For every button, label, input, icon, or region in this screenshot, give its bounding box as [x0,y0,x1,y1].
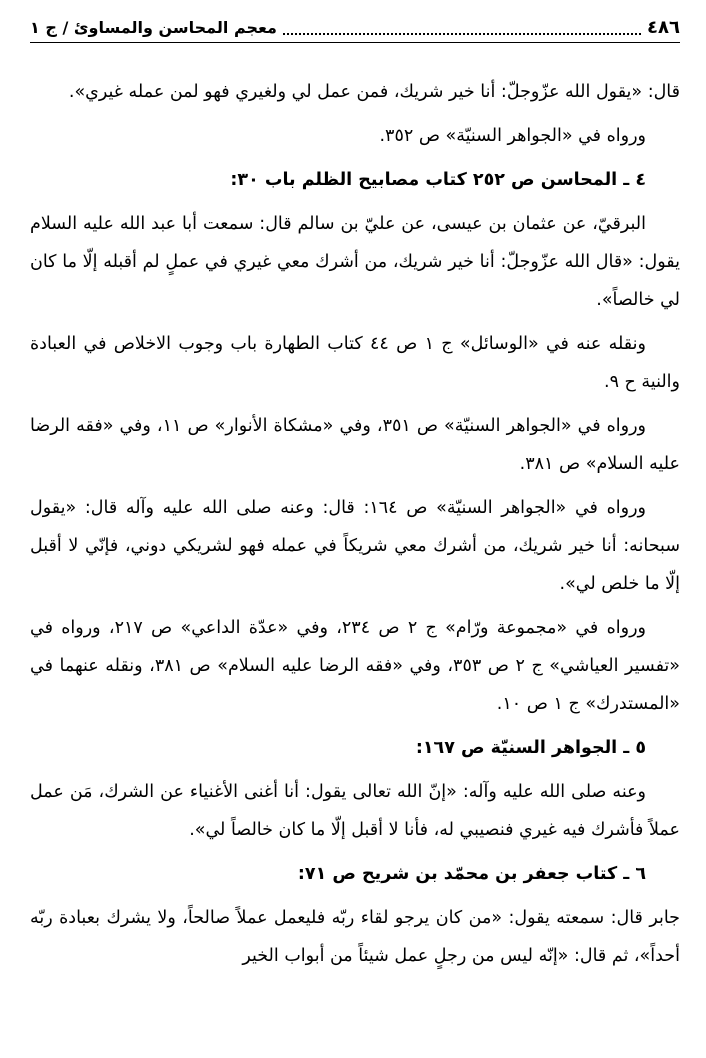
document-page [30,14,680,1044]
paragraph: قال: «يقول الله عزّوجلّ: أنا خير شريك، فمن عمل لي ولغيري فهو لمن عمله غيري». [68,82,680,102]
header-dot-leader [283,33,641,35]
paragraph: ورواه في «الجواهر السنيّة» ص ١٦٤: قال: وعنه صلى الله عليه وآله قال: «يقول سبحانه: أنا خير شريك، من أشرك معي شريكاً في عمله فهو لشريكي دوني، فإنّي لا أقبل إلّا ما خلص لي». [30,498,680,594]
paragraph: ورواه في «مجموعة ورّام» ج ٢ ص ٢٣٤، وفي «عدّة الداعي» ص ٢١٧، ورواه في «تفسير العياشي» ج ٢ ص ٣٥٣، وفي «فقه الرضا عليه السلام» ص ٣٨١، ونقله عنهما في «المستدرك» ج ١ ص ١٠. [30,618,681,714]
paragraph: جابر قال: سمعته يقول: «من كان يرجو لقاء ربّه فليعمل عملاً صالحاً، ولا يشرك بعبادة ربّه أحداً»، ثم قال: «إنّه ليس من رجلٍ عمل شيئاً من أبواب الخير [30,908,680,966]
paragraph: البرقيّ، عن عثمان بن عيسى، عن عليّ بن سالم قال: سمعت أبا عبد الله عليه السلام يقول: «قال الله عزّوجلّ: أنا خير شريك، من أشرك معي غيري في عملٍ لم أقبله إلّا ما كان لي خالصاً». [30,214,680,310]
page-number: ٤٨٦ [647,17,680,38]
section-heading: ٥ ـ الجواهر السنيّة ص ١٦٧: [415,738,646,758]
page-header [30,14,680,43]
paragraph: ونقله عنه في «الوسائل» ج ١ ص ٤٤ كتاب الطهارة باب وجوب الاخلاص في العبادة والنية ح ٩. [30,334,680,392]
running-title: معجم المحاسن والمساوئ / ج ١ [30,18,277,37]
section-heading: ٤ ـ المحاسن ص ٢٥٢ كتاب مصابيح الظلم باب ٣٠: [230,170,646,190]
paragraph: ورواه في «الجواهر السنيّة» ص ٣٥١، وفي «مشكاة الأنوار» ص ١١، وفي «فقه الرضا عليه السلام» ص ٣٨١. [30,416,680,474]
section-heading: ٦ ـ كتاب جعفر بن محمّد بن شريح ص ٧١: [297,864,646,884]
paragraph: ورواه في «الجواهر السنيّة» ص ٣٥٢. [379,126,646,146]
paragraph: وعنه صلى الله عليه وآله: «إنّ الله تعالى يقول: أنا أغنى الأغنياء عن الشرك، مَن عمل عملاً فأشرك فيه غيري فنصيبي له، فأنا لا أقبل إلّا ما كان خالصاً لي». [30,782,680,840]
